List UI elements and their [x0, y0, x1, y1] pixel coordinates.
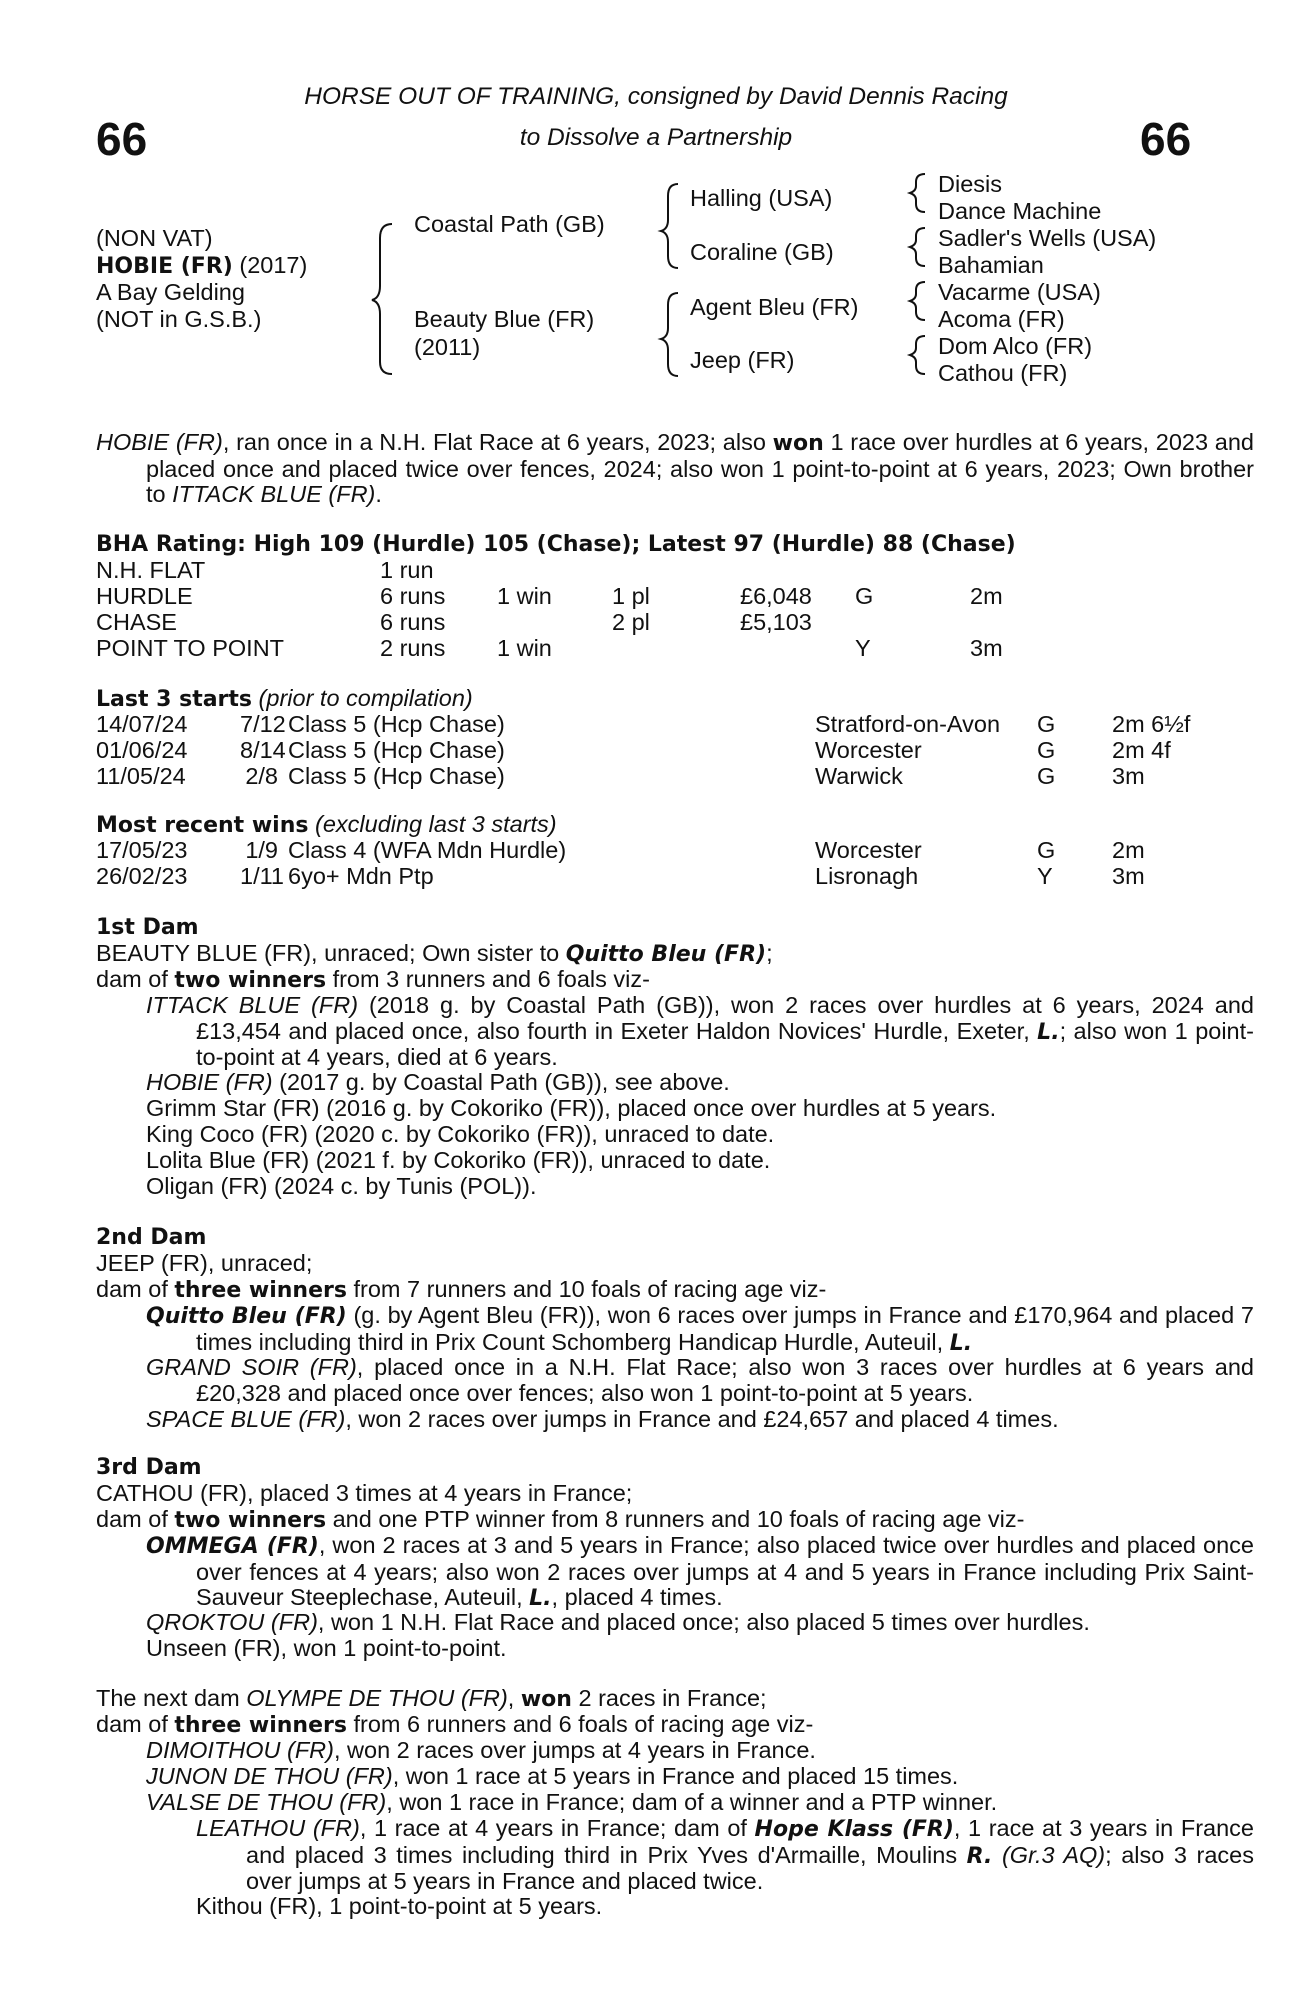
- third-dam-line-1: CATHOU (FR), placed 3 times at 4 years in France;: [96, 1480, 633, 1506]
- progeny-unseen: Unseen (FR), won 1 point-to-point.: [146, 1635, 507, 1661]
- sire: Coastal Path (GB): [414, 211, 605, 237]
- start-distance: 2m 4f: [1112, 737, 1171, 763]
- record-runs: 6 runs: [380, 583, 446, 609]
- win-position: 1/11: [240, 863, 284, 889]
- recent-wins-title: Most recent wins: [96, 813, 309, 838]
- text: ,: [507, 1685, 521, 1711]
- header-line-2: to Dissolve a Partnership: [519, 124, 793, 151]
- group-mark: R.: [966, 1843, 993, 1869]
- progeny-junon-de-thou: [146, 1764, 958, 1790]
- hope-klass-name: Hope Klass (FR): [754, 1817, 954, 1842]
- group-grade: (Gr.3 AQ): [992, 1841, 1106, 1868]
- win-going: G: [1037, 837, 1056, 863]
- start-course: Stratford-on-Avon: [815, 711, 1001, 737]
- progeny-name: JUNON DE THOU (FR): [146, 1763, 393, 1789]
- start-race: Class 5 (Hcp Chase): [288, 763, 505, 789]
- progeny-hobie: [146, 1070, 730, 1096]
- text: dam of: [96, 1711, 175, 1737]
- text: ; also won 1 point-to-point at 4 years, died at 6 years.: [196, 1017, 1254, 1070]
- text: dam of: [96, 1276, 175, 1302]
- gen3-2: Dance Machine: [938, 198, 1102, 224]
- record-prize: £6,048: [740, 583, 812, 609]
- summary-text-3: .: [375, 481, 382, 507]
- text: from 6 runners and 6 foals of racing age viz-: [346, 1711, 814, 1737]
- progeny-name: HOBIE (FR): [146, 1069, 273, 1095]
- third-dam-line-2: [96, 1507, 1024, 1534]
- progeny-name: ITTACK BLUE (FR): [146, 992, 359, 1018]
- listed-mark: L.: [949, 1330, 973, 1356]
- progeny-dimoithou: [146, 1738, 816, 1764]
- progeny-name: VALSE DE THOU (FR): [146, 1789, 387, 1815]
- progeny-space-blue: [146, 1407, 1059, 1433]
- gen3-6: Acoma (FR): [938, 306, 1065, 332]
- win-position: 1/9: [245, 837, 278, 863]
- start-position: 7/12: [240, 711, 286, 737]
- gen3-3: Sadler's Wells (USA): [938, 225, 1157, 251]
- start-course: Warwick: [815, 763, 903, 789]
- summary-brother: ITTACK BLUE (FR): [172, 481, 376, 507]
- text: , won 2 races over jumps in France and £24,657 and placed 4 times.: [345, 1406, 1059, 1432]
- text: BEAUTY BLUE (FR), unraced; Own sister to: [96, 940, 566, 966]
- text: (g. by Agent Bleu (FR)), won 6 races over jumps in France and £170,964 and placed 7 times including third in Prix Count Schomberg Handicap Hurdle, Auteuil,: [196, 1302, 1254, 1355]
- first-dam-line-2: [96, 967, 650, 994]
- record-distance: 3m: [970, 635, 1003, 661]
- vat-status: (NON VAT): [96, 225, 213, 251]
- start-distance: 2m 6½f: [1112, 711, 1191, 737]
- dam-year: (2011): [414, 334, 481, 360]
- start-date: 11/05/24: [96, 763, 186, 789]
- text: , won 1 race in France; dam of a winner and a PTP winner.: [386, 1789, 998, 1815]
- dam: Beauty Blue (FR): [414, 306, 595, 332]
- progeny-kithou: Kithou (FR), 1 point-to-point at 5 years.: [196, 1893, 603, 1919]
- text: , won 2 races at 3 and 5 years in France; also placed twice over hurdles and placed once over fences at 4 years; also won 2 races over jumps at 4 and 5 years in France including Prix Saint-Sauveur Steeplechase, Auteuil,: [196, 1532, 1254, 1610]
- record-runs: 1 run: [380, 557, 434, 583]
- progeny-name: DIMOITHOU (FR): [146, 1737, 334, 1763]
- lot-number-left: 66: [96, 113, 148, 165]
- progeny-grimm-star: Grimm Star (FR) (2016 g. by Cokoriko (FR)), placed once over hurdles at 5 years.: [146, 1095, 997, 1121]
- start-position: 8/14: [240, 737, 286, 763]
- last-3-title: Last 3 starts: [96, 687, 253, 712]
- winners-count: three winners: [174, 1713, 347, 1738]
- horse-description: A Bay Gelding: [96, 279, 245, 305]
- record-placed: 2 pl: [612, 609, 650, 635]
- sire-sire: Halling (USA): [690, 185, 833, 211]
- text: from 7 runners and 10 foals of racing age viz-: [346, 1276, 827, 1302]
- gen3-7: Dom Alco (FR): [938, 333, 1093, 359]
- text: , won 2 races over jumps at 4 years in France.: [333, 1737, 816, 1763]
- record-type: HURDLE: [96, 583, 193, 609]
- progeny-name: GRAND SOIR (FR): [146, 1354, 357, 1380]
- start-going: G: [1037, 737, 1056, 763]
- progeny-grand-soir: [146, 1355, 1254, 1406]
- progeny-name: SPACE BLUE (FR): [146, 1406, 346, 1432]
- record-type: N.H. FLAT: [96, 557, 206, 583]
- record-placed: 1 pl: [612, 583, 650, 609]
- progeny-ittack-blue: [146, 993, 1254, 1071]
- pedigree-braces: [0, 0, 1315, 400]
- start-date: 14/07/24: [96, 711, 188, 737]
- start-race: Class 5 (Hcp Chase): [288, 711, 505, 737]
- start-race: Class 5 (Hcp Chase): [288, 737, 505, 763]
- text: 2 races in France;: [571, 1685, 767, 1711]
- start-course: Worcester: [815, 737, 922, 763]
- gen3-5: Vacarme (USA): [938, 279, 1101, 305]
- win-course: Lisronagh: [815, 863, 919, 889]
- progeny-king-coco: King Coco (FR) (2020 c. by Cokoriko (FR)), unraced to date.: [146, 1121, 775, 1147]
- record-distance: 2m: [970, 583, 1003, 609]
- record-going: G: [855, 583, 874, 609]
- next-dam-name: OLYMPE DE THOU (FR): [246, 1685, 508, 1711]
- race-summary: [96, 430, 1254, 508]
- record-runs: 2 runs: [380, 635, 446, 661]
- text: (2017 g. by Coastal Path (GB)), see above.: [272, 1069, 730, 1095]
- third-dam-title: 3rd Dam: [96, 1455, 202, 1480]
- winners-count: two winners: [174, 1508, 327, 1533]
- winners-count: three winners: [174, 1278, 347, 1303]
- gen3-4: Bahamian: [938, 252, 1044, 278]
- text: , 1 race at 4 years in France; dam of: [359, 1815, 755, 1841]
- progeny-name: QROKTOU (FR): [146, 1609, 318, 1635]
- text: ;: [766, 940, 773, 966]
- start-date: 01/06/24: [96, 737, 188, 763]
- gen3-8: Cathou (FR): [938, 360, 1068, 386]
- second-dam-line-1: JEEP (FR), unraced;: [96, 1250, 313, 1276]
- won-word: won: [520, 1687, 572, 1712]
- last-3-heading: [96, 686, 473, 713]
- listed-mark: L.: [1037, 1019, 1060, 1045]
- record-wins: 1 win: [497, 635, 552, 661]
- record-type: CHASE: [96, 609, 177, 635]
- record-type: POINT TO POINT: [96, 635, 285, 661]
- start-distance: 3m: [1112, 763, 1145, 789]
- text: (2018 g. by Coastal Path (GB)), won 2 races over hurdles at 6 years, 2024 and £13,454 and placed once, also fourth in Exeter Haldon Novices' Hurdle, Exeter,: [196, 992, 1254, 1044]
- lot-number-right: 66: [1140, 113, 1192, 165]
- sire-dam: Coraline (GB): [690, 239, 834, 265]
- start-position: 2/8: [245, 763, 278, 789]
- winners-count: two winners: [174, 968, 327, 993]
- bha-rating: BHA Rating: High 109 (Hurdle) 105 (Chase); Latest 97 (Hurdle) 88 (Chase): [96, 532, 1016, 557]
- progeny-lolita-blue: Lolita Blue (FR) (2021 f. by Cokoriko (FR)), unraced to date.: [146, 1147, 771, 1173]
- text: and one PTP winner from 8 runners and 10 foals of racing age viz-: [326, 1506, 1025, 1532]
- gen3-1: Diesis: [938, 171, 1002, 197]
- win-race: Class 4 (WFA Mdn Hurdle): [288, 837, 567, 863]
- text: ; also 3 races over jumps at 5 years in France and placed twice.: [246, 1841, 1254, 1894]
- last-3-note: (prior to compilation): [252, 685, 473, 711]
- dam-sire: Agent Bleu (FR): [690, 294, 859, 320]
- win-going: Y: [1037, 863, 1053, 889]
- horse-year: (2017): [232, 252, 308, 278]
- text: from 3 runners and 6 foals viz-: [326, 966, 650, 992]
- text: dam of: [96, 1506, 175, 1532]
- first-dam-title: 1st Dam: [96, 915, 199, 940]
- recent-wins-note: (excluding last 3 starts): [308, 811, 557, 837]
- record-wins: 1 win: [497, 583, 552, 609]
- progeny-leathou: [196, 1816, 1254, 1895]
- quitto-bleu-name: Quitto Bleu (FR): [565, 942, 767, 967]
- record-prize: £5,103: [740, 609, 812, 635]
- win-date: 17/05/23: [96, 837, 188, 863]
- progeny-ommega: [146, 1533, 1254, 1612]
- second-dam-title: 2nd Dam: [96, 1225, 207, 1250]
- summary-text-2: 1 race over hurdles at 6 years, 2023 and placed once and placed twice over fences, 2024; also won 1 point-to-point at 6 years, 2023; Own brother to: [146, 429, 1254, 507]
- summary-horse-name: HOBIE (FR): [96, 429, 223, 455]
- text: , placed 4 times.: [551, 1584, 723, 1610]
- progeny-qroktou: [146, 1610, 1090, 1636]
- text: , won 1 N.H. Flat Race and placed once; also placed 5 times over hurdles.: [317, 1609, 1090, 1635]
- text: , won 1 race at 5 years in France and placed 15 times.: [392, 1763, 959, 1789]
- text: dam of: [96, 966, 175, 992]
- dam-dam: Jeep (FR): [690, 347, 795, 373]
- next-dam-line-1: [96, 1686, 767, 1713]
- win-race: 6yo+ Mdn Ptp: [288, 863, 434, 889]
- progeny-valse-de-thou: [146, 1790, 997, 1816]
- text: , 1 race at 3 years in France and placed 3 times including third in Prix Yves d'Armaille, Moulins: [246, 1815, 1254, 1868]
- win-distance: 2m: [1112, 837, 1145, 863]
- record-runs: 6 runs: [380, 609, 446, 635]
- start-going: G: [1037, 711, 1056, 737]
- progeny-name: OMMEGA (FR): [146, 1534, 319, 1559]
- start-going: G: [1037, 763, 1056, 789]
- summary-won: won: [772, 431, 824, 456]
- horse-name: HOBIE (FR): [96, 254, 233, 279]
- progeny-name: Quitto Bleu (FR): [146, 1304, 347, 1329]
- text: , placed once in a N.H. Flat Race; also won 3 races over hurdles at 6 years and £20,328 and placed once over fences; also won 1 point-to-point at 5 years.: [196, 1354, 1255, 1406]
- second-dam-line-2: [96, 1277, 826, 1304]
- summary-text-1: , ran once in a N.H. Flat Race at 6 years, 2023; also: [222, 429, 773, 455]
- progeny-name: LEATHOU (FR): [196, 1815, 360, 1841]
- listed-mark: L.: [529, 1586, 552, 1611]
- next-dam-line-2: [96, 1712, 813, 1739]
- record-going: Y: [855, 635, 871, 661]
- text: The next dam: [96, 1685, 247, 1711]
- header-line-1: HORSE OUT OF TRAINING, consigned by David Dennis Racing: [304, 83, 1008, 110]
- progeny-quitto-bleu: [146, 1303, 1254, 1356]
- win-date: 26/02/23: [96, 863, 188, 889]
- win-course: Worcester: [815, 837, 922, 863]
- first-dam-line-1: [96, 941, 773, 968]
- recent-wins-heading: [96, 812, 557, 839]
- win-distance: 3m: [1112, 863, 1145, 889]
- progeny-oligan: Oligan (FR) (2024 c. by Tunis (POL)).: [146, 1173, 537, 1199]
- horse-register: (NOT in G.S.B.): [96, 306, 262, 332]
